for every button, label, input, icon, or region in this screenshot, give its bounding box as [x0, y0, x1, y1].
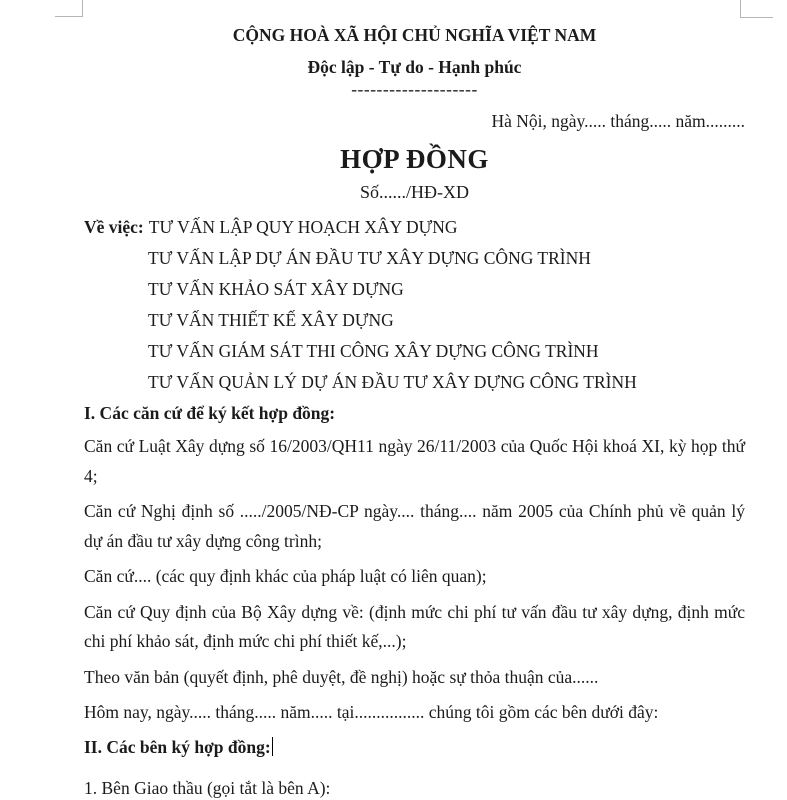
subject-block — [84, 212, 745, 398]
section-2-heading — [84, 734, 745, 760]
paragraph-legal-basis: Căn cứ.... (các quy định khác của pháp luật có liên quan); — [84, 566, 487, 586]
text-boundary-mark-top-right — [740, 0, 773, 18]
paragraph-legal-basis: Căn cứ Luật Xây dựng số 16/2003/QH11 ngày 26/11/2003 của Quốc Hội khoá XI, kỳ họp thứ 4; — [84, 436, 745, 486]
subject-label: Về việc: — [84, 217, 144, 237]
contract-title: HỢP ĐỒNG — [340, 144, 489, 174]
paragraph-opening: Hôm nay, ngày..... tháng..... năm..... tại................ chúng tôi gồm các bên dưới đây: — [84, 702, 659, 722]
national-header-motto: Độc lập - Tự do - Hạnh phúc — [307, 57, 522, 77]
subject-row — [84, 212, 745, 243]
subject-item: TƯ VẤN LẬP QUY HOẠCH XÂY DỰNG — [148, 217, 458, 237]
subject-item: TƯ VẤN THIẾT KẾ XÂY DỰNG — [148, 310, 394, 330]
subject-row — [84, 243, 745, 274]
subject-item: TƯ VẤN GIÁM SÁT THI CÔNG XÂY DỰNG CÔNG TRÌNH — [148, 341, 599, 361]
document-content — [0, 24, 787, 800]
paragraph-legal-basis: Căn cứ Nghị định số ...../2005/NĐ-CP ngày.... tháng.... năm 2005 của Chính phủ về quản lý dự án đầu tư xây dựng công trình; — [84, 501, 745, 551]
paragraph-legal-basis: Căn cứ Quy định của Bộ Xây dựng về: (định mức chi phí tư vấn đầu tư xây dựng, định mức chi phí khảo sát, định mức chi phí thiết kế,...); — [84, 601, 745, 651]
subject-row — [84, 274, 745, 305]
subject-row — [84, 336, 745, 367]
paragraph-legal-basis: Theo văn bản (quyết định, phê duyệt, đề nghị) hoặc sự thỏa thuận của...... — [84, 666, 599, 687]
national-header-separator: -------------------- — [351, 79, 478, 99]
contract-number-line: Số....../HĐ-XD — [359, 182, 469, 202]
subject-item: TƯ VẤN KHẢO SÁT XÂY DỰNG — [148, 279, 404, 299]
section-2-heading-text: II. Các bên ký hợp đồng: — [84, 736, 271, 757]
date-place-line: Hà Nội, ngày..... tháng..... năm......... — [491, 111, 745, 131]
subject-row — [84, 367, 745, 398]
subject-row — [84, 305, 745, 336]
text-cursor — [272, 737, 274, 756]
subject-item: TƯ VẤN QUẢN LÝ DỰ ÁN ĐẦU TƯ XÂY DỰNG CÔNG TRÌNH — [148, 372, 637, 392]
subject-item: TƯ VẤN LẬP DỰ ÁN ĐẦU TƯ XÂY DỰNG CÔNG TRÌNH — [148, 248, 591, 268]
section-1-heading: I. Các căn cứ để ký kết hợp đồng: — [84, 403, 336, 423]
text-boundary-mark-top-left — [55, 0, 83, 17]
national-header-country: CỘNG HOÀ XÃ HỘI CHỦ NGHĨA VIỆT NAM — [232, 25, 597, 45]
party-a-heading: 1. Bên Giao thầu (gọi tắt là bên A): — [84, 777, 331, 798]
